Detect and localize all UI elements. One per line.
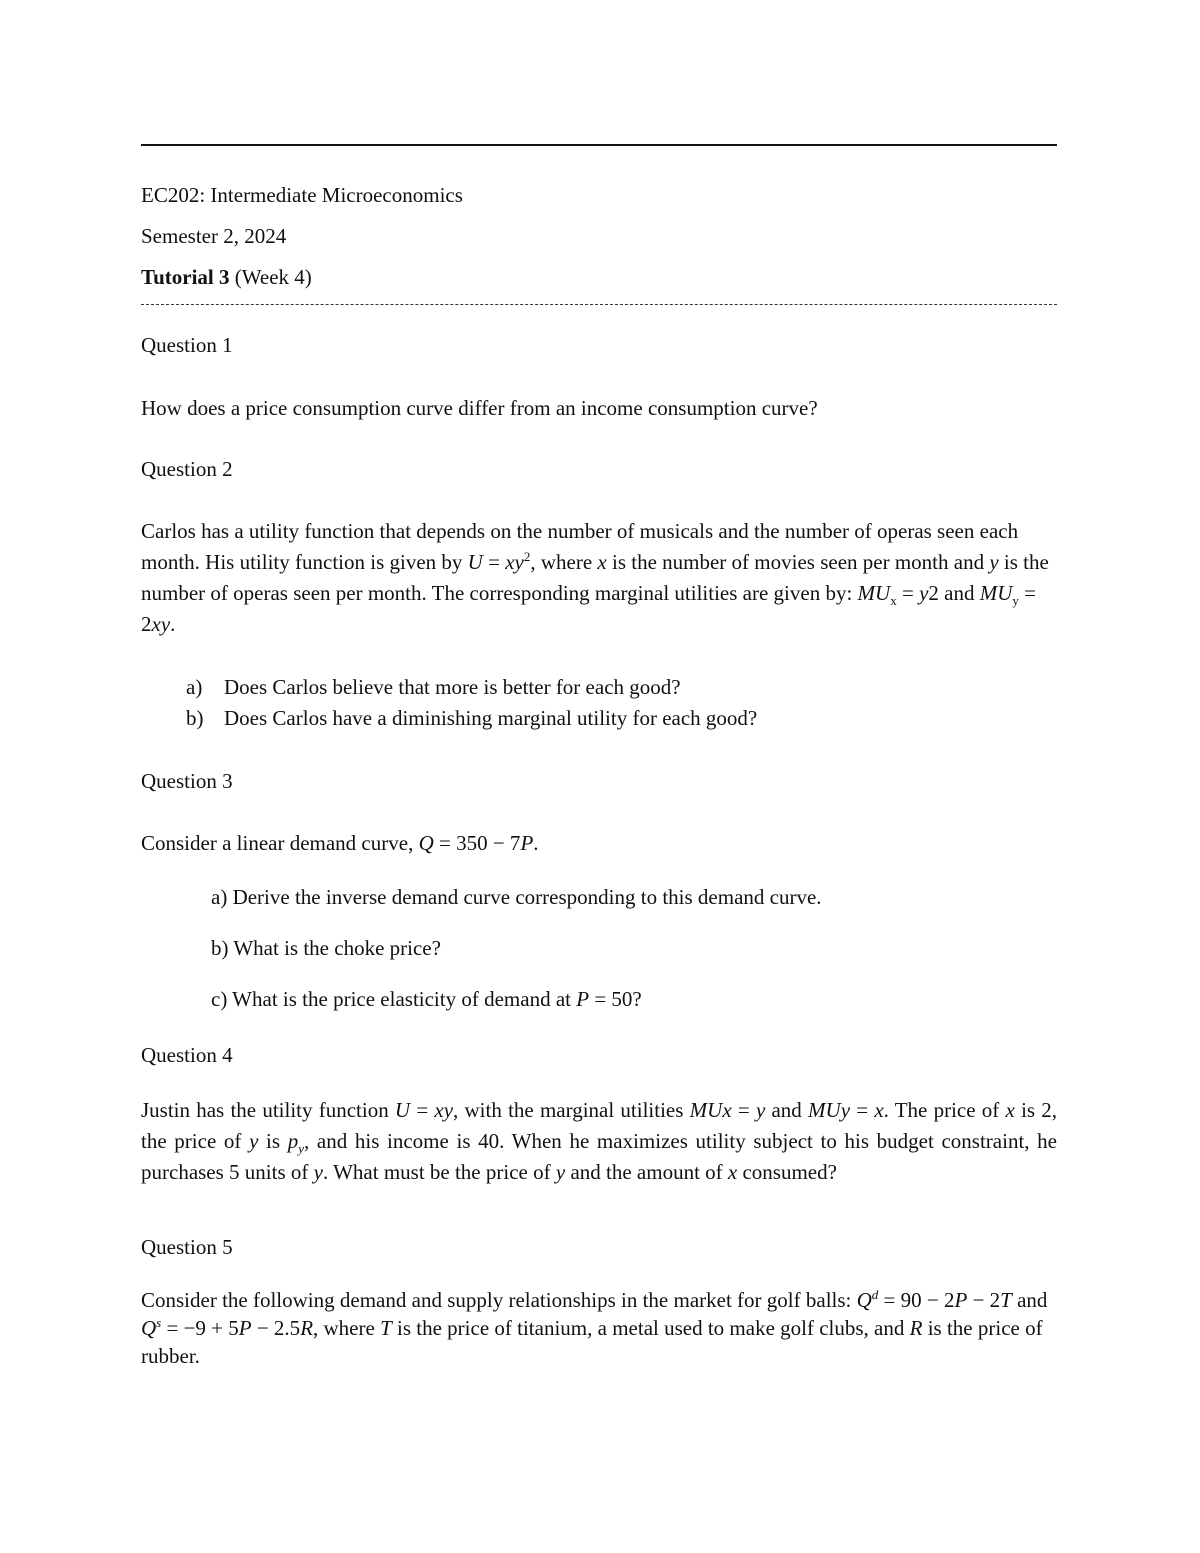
question-3-item-b: b) What is the choke price? [211,936,441,960]
question-3-item-c: c) What is the price elasticity of demand at P = 50? [211,987,642,1011]
question-4-text: Justin has the utility function U = xy, with the marginal utilities MUx = y and MUy = x. The price of x is 2, the price of y is $p_y$, and his income is 40. When he maximizes utility subject to his budget constraint, he purchases 5 units of y. What must be the price of y and the amount of x consumed? [141,1098,1058,1184]
question-3-text: Consider a linear demand curve, Q = 350 − 7P. [141,831,539,855]
question-1-title: Question 1 [141,333,233,357]
question-2-item-b: b) Does Carlos have a diminishing marginal utility for each good? [186,706,758,730]
question-2-title: Question 2 [141,457,233,481]
tutorial-number: Tutorial 3 [141,265,230,289]
top-solid-rule [141,144,1057,146]
question-5-title: Question 5 [141,1235,233,1259]
question-3-item-a: a) Derive the inverse demand curve corresponding to this demand curve. [211,885,822,909]
question-5-text: Consider the following demand and supply relationships in the market for golf balls: $Q^d = 90 - 2P - 2T$ and $Q^s = -9 + 5P - 2.5R$, where T is the price of titanium, a metal used to make golf clubs, and R is the price of rubber. [141,1287,1048,1368]
tutorial-week: (Week 4) [229,265,312,289]
question-1-text: How does a price consumption curve differ from an income consumption curve? [141,396,818,420]
semester-line: Semester 2, 2024 [141,224,287,248]
question-2-item-a: a) Does Carlos believe that more is better for each good? [186,675,681,699]
course-title: EC202: Intermediate Microeconomics [141,183,463,207]
tutorial-heading [141,262,312,293]
question-4-title: Question 4 [141,1043,233,1067]
question-2-text: Carlos has a utility function that depends on the number of musicals and the number of operas seen each month. His utility function is given by $U = xy^2$, where x is the number of movies seen per month and y is the number of operas seen per month. The corresponding marginal utilities are given by: $MU_x = y2$ and $MU_y = 2xy$. [141,519,1049,636]
question-3-title: Question 3 [141,769,233,793]
dashed-rule [141,304,1057,305]
